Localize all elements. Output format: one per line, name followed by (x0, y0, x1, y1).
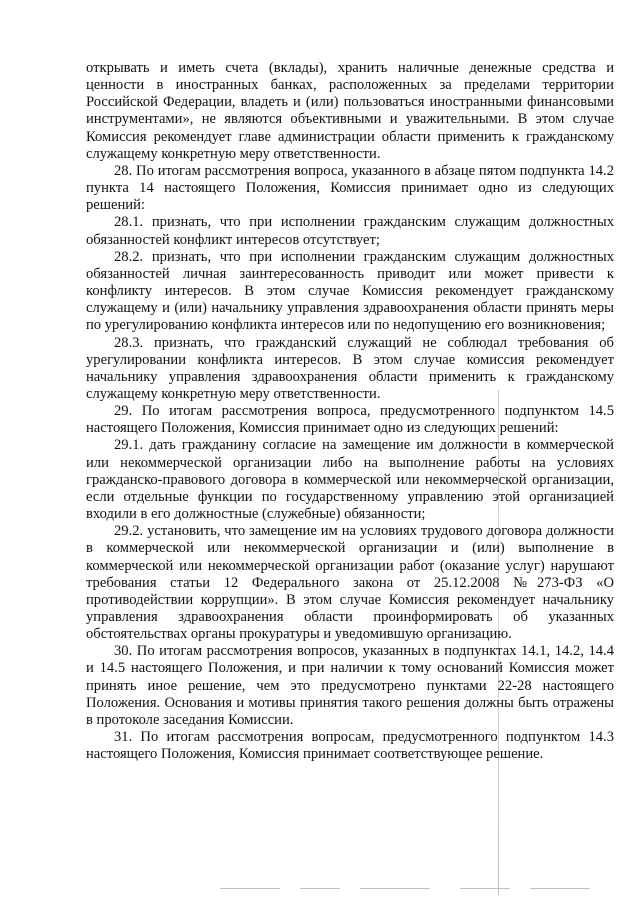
paragraph-continuation: открывать и иметь счета (вклады), хранить наличные денежные средства и ценности в иностранных банках, расположенных за пределами территории Российской Федерации, владеть и (или) пользоваться иностранными финансовыми инструментами», не являются объективными и уважительными. В этом случае Комиссия рекомендует главе администрации области применить к гражданскому служащему конкретную меру ответственности. (86, 60, 614, 162)
document-body (86, 60, 614, 763)
scan-artifacts (160, 884, 620, 894)
paragraph-28: 28. По итогам рассмотрения вопроса, указанного в абзаце пятом подпункта 14.2 пункта 14 настоящего Положения, Комиссия принимает одно из следующих решений: (86, 162, 614, 214)
paragraph-31: 31. По итогам рассмотрения вопросам, предусмотренного подпунктом 14.3 настоящего Положения, Комиссия принимает соответствующее решение. (86, 729, 614, 763)
paragraph-29-2: 29.2. установить, что замещение им на условиях трудового договора должности в коммерческой или некоммерческой организации и (или) выполнение в коммерческой или некоммерческой организации работ (оказание услуг) нарушают требования статьи 12 Федерального закона от 25.12.2008 №273-ФЗ «О противодействии коррупции». В этом случае Комиссия рекомендует начальнику управления здравоохранения области проинформировать об указанных обстоятельствах органы прокуратуры и уведомившую организацию. (86, 523, 614, 643)
paragraph-29-1: 29.1. дать гражданину согласие на замещение им должности в коммерческой или некоммерческой организации либо на выполнение работы на условиях гражданско-правового договора в коммерческой или некоммерческой организации, если отдельные функции по государственному управлению этой организацией входили в его должностные (служебные) обязанности; (86, 437, 614, 523)
paragraph-29: 29. По итогам рассмотрения вопроса, предусмотренного подпунктом 14.5 настоящего Положения, Комиссия принимает одно из следующих решений: (86, 403, 614, 437)
paragraph-28-1: 28.1. признать, что при исполнении гражданским служащим должностных обязанностей конфликт интересов отсутствует; (86, 214, 614, 248)
paragraph-28-3: 28.3. признать, что гражданский служащий не соблюдал требования об урегулировании конфликта интересов. В этом случае комиссия рекомендует начальнику управления здравоохранения области применить к гражданскому служащему конкретную меру ответственности. (86, 334, 614, 402)
paragraph-30: 30. По итогам рассмотрения вопросов, указанных в подпунктах 14.1, 14.2, 14.4 и 14.5 настоящего Положения, и при наличии к тому оснований Комиссия может принять иное решение, чем это предусмотрено пунктами 22-28 настоящего Положения. Основания и мотивы принятия такого решения должны быть отражены в протоколе заседания Комиссии. (86, 643, 614, 728)
paragraph-28-2: 28.2. признать, что при исполнении гражданским служащим должностных обязанностей личная заинтересованность приводит или может привести к конфликту интересов. В этом случае Комиссия рекомендует гражданскому служащему и (или) начальнику управления здравоохранения области принять меры по урегулированию конфликта интересов или по недопущению его возникновения; (86, 248, 614, 334)
